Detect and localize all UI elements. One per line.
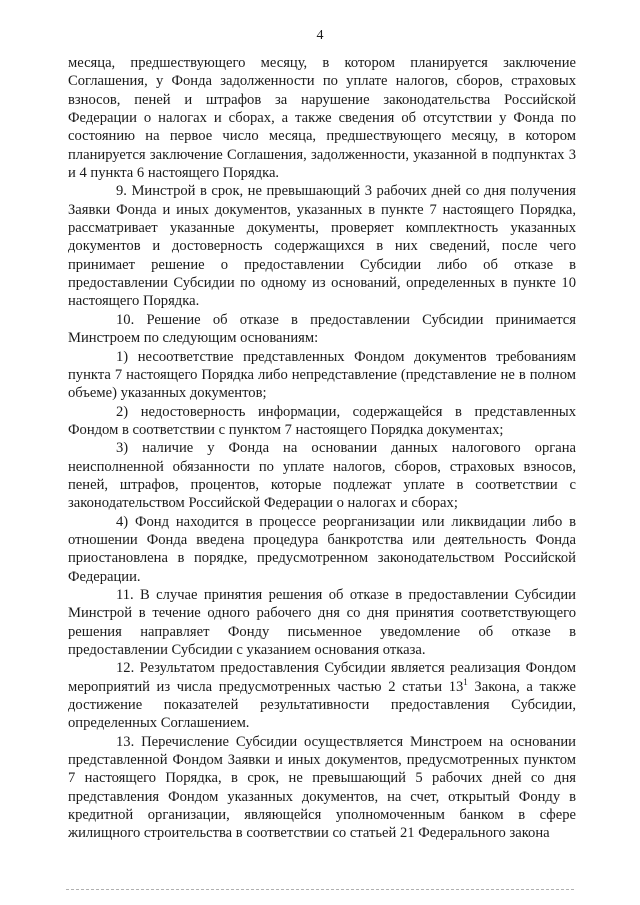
- paragraph-item-11: 11. В случае принятия решения об отказе в предоставлении Субсидии Минстрой в течение одного рабочего дня со дня принятия соответствующего решения направляет Фонду письменное уведомление об отказе в предоставлении Субсидии с указанием основания отказа.: [68, 586, 576, 658]
- article-superscript: 1: [463, 676, 468, 687]
- paragraph-item-13: 13. Перечисление Субсидии осуществляется Минстроем на основании представленной Фондом Заявки и иных документов, предусмотренных пунктом 7 настоящего Порядка, в срок, не превышающий 5 рабочих дней со дня представления Фондом указанных документов, на счет, открытый Фонду в кредитной организации, являющейся уполномоченным банком в сфере жилищного строительства в соответствии со статьей 21 Федерального закона: [68, 733, 576, 842]
- paragraph-item-10: 10. Решение об отказе в предоставлении Субсидии принимается Минстроем по следующим основаниям:: [68, 311, 576, 347]
- paragraph-item-12: [68, 659, 576, 732]
- paragraph-continuation: месяца, предшествующего месяцу, в котором планируется заключение Соглашения, у Фонда задолженности по уплате налогов, сборов, страховых взносов, пеней и штрафов за нарушение законодательства Российской Федерации о налогах и сборах, а также сведения об отсутствии у Фонда по состоянию на первое число месяца, предшествующего месяцу, в котором планируется заключение Соглашения, задолженности, указанной в подпунктах 3 и 4 пункта 6 настоящего Порядка.: [68, 55, 576, 182]
- paragraph-subitem-2: 2) недостоверность информации, содержащейся в представленных Фондом в соответствии с пунктом 7 настоящего Порядка документах;: [68, 403, 576, 438]
- footer-divider: [66, 889, 574, 890]
- paragraph-subitem-1: 1) несоответствие представленных Фондом документов требованиям пункта 7 настоящего Порядка либо непредставление (представление не в полном объеме) указанных документов;: [68, 348, 576, 402]
- document-body: [68, 54, 576, 843]
- paragraph-subitem-3: 3) наличие у Фонда на основании данных налогового органа неисполненной обязанности по уплате налогов, сборов, страховых взносов, пеней, штрафов, процентов, которые подлежат уплате в соответствии с законодательством Российской Федерации о налогах и сборах;: [68, 440, 576, 512]
- page-number: 4: [316, 28, 324, 43]
- paragraph-item-9: 9. Минстрой в срок, не превышающий 3 рабочих дней со дня получения Заявки Фонда и иных документов, указанных в пункте 7 настоящего Порядка, рассматривает указанные документы, проверяет комплектность указанных документов и достоверность содержащихся в них сведений, после чего принимает решение о предоставлении Субсидии либо об отказе в предоставлении Субсидии по одному из оснований, определенных в пункте 10 настоящего Порядка.: [68, 183, 576, 310]
- paragraph-subitem-4: 4) Фонд находится в процессе реорганизации или ликвидации либо в отношении Фонда введена процедура банкротства или деятельность Фонда приостановлена в порядке, предусмотренном законодательством Российской Федерации.: [68, 513, 576, 585]
- paragraph-12-text-end: Закона, а также достижение показателей результативности предоставления Субсидии, определенных Соглашением.: [68, 678, 576, 732]
- paragraph-12-text-start: 12. Результатом предоставления Субсидии является реализация Фондом мероприятий из числа предусмотренных частью 2 статьи 13: [68, 660, 576, 695]
